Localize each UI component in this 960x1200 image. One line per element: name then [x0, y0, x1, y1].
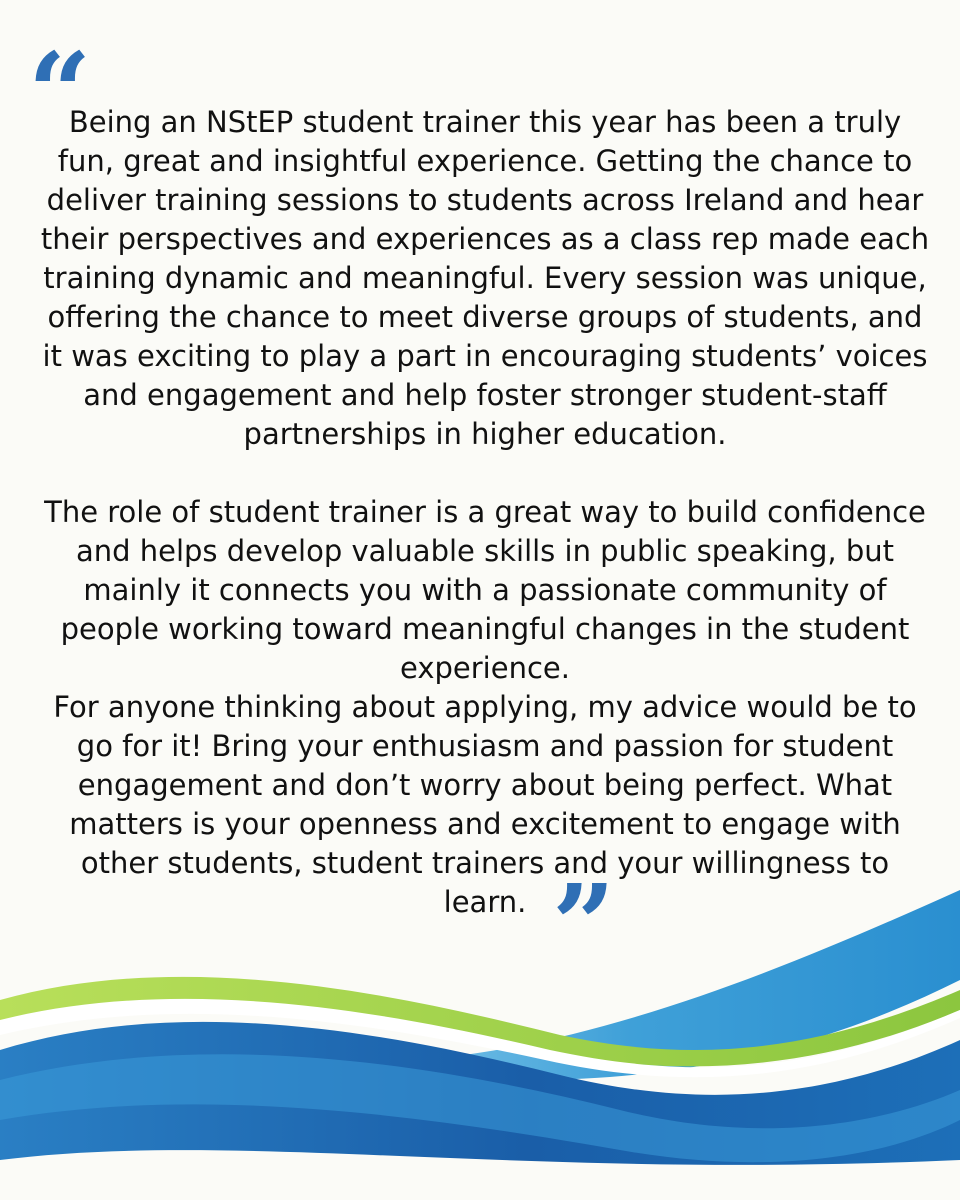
quote-body — [40, 103, 930, 922]
open-quote-icon: “ — [28, 28, 92, 157]
quote-paragraph-3: For anyone thinking about applying, my advice would be to go for it! Bring your enthusiasm and passion for student engagement and don’t worry about being perfect. What matters is your openness and excitement to engage with other students, student trainers and your willingness to learn. — [53, 690, 917, 919]
quote-paragraph-2: The role of student trainer is a great way to build confidence and helps develop valuable skills in public speaking, but mainly it connects you with a passionate community of people working toward meaningful changes in the student experience. — [44, 495, 926, 685]
decorative-wave — [0, 860, 960, 1200]
quote-paragraph-1: Being an NStEP student trainer this year has been a truly fun, great and insightful experience. Getting the chance to deliver training sessions to students across Ireland and hear their perspectives and experiences as a class rep made each training dynamic and meaningful. Every session was unique, offering the chance to meet diverse groups of students, and it was exciting to play a part in encouraging students’ voices and engagement and help foster stronger student-staff partnerships in higher education. — [40, 105, 930, 451]
paragraph-spacer — [40, 454, 930, 493]
close-quote-icon: ” — [552, 860, 616, 989]
